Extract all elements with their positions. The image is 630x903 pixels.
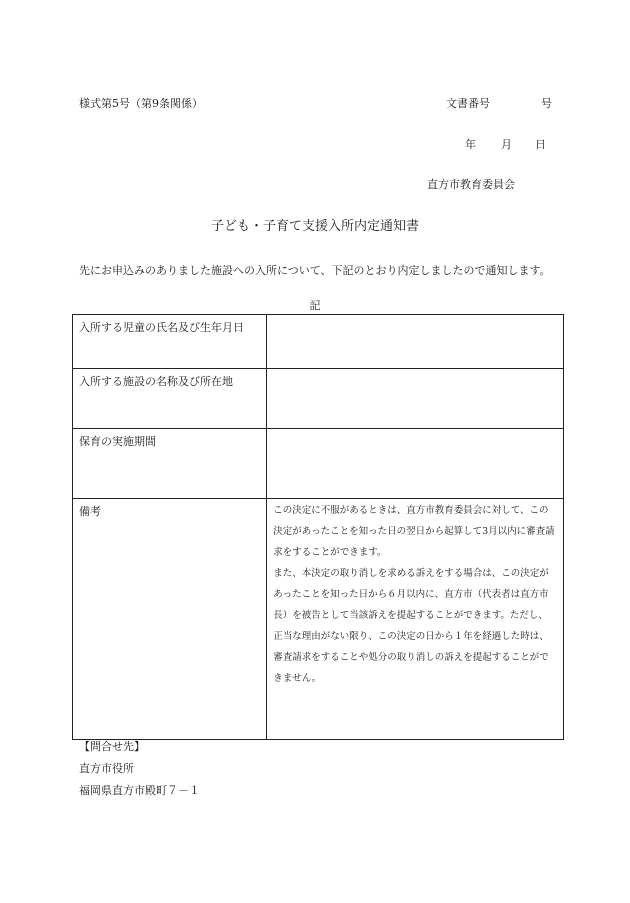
row-label-period: 保育の実施期間 [73,429,267,499]
intro-text: 先にお申込みのありました施設への入所について、下記のとおり内定しましたので通知します。 [79,264,551,277]
table-row [73,429,564,499]
date-year: 年 [465,138,476,151]
date-month: 月 [501,138,512,151]
record-table [72,314,564,740]
row-value-facility [267,369,564,429]
doc-number-suffix: 号 [541,97,552,110]
remarks-text [267,499,563,689]
row-value-period [267,429,564,499]
row-value-remarks [267,499,564,740]
contact-address: 福岡県直方市殿町７－１ [79,784,200,797]
table-row [73,499,564,740]
ki-label: 記 [309,299,321,312]
doc-number-label: 文書番号 [446,97,490,110]
row-label-facility: 入所する施設の名称及び所在地 [73,369,267,429]
table-row [73,315,564,369]
remarks-paragraph: また、本決定の取り消しを求める訴えをする場合は、この決定があったことを知った日から６月以内に、直方市（代表者は直方市長）を被告として当該訴えを提起することができます。ただし、正当な理由がない限り、この決定の日から１年を経過した時は、審査請求をすることや処分の取り消しの訴えを提起することができません。 [273,568,549,684]
table-row [73,369,564,429]
page-title: 子ども・子育て支援入所内定通知書 [210,219,419,234]
row-value-child [267,315,564,369]
row-label-child: 入所する児童の氏名及び生年月日 [73,315,267,369]
row-label-remarks: 備考 [73,499,267,740]
contact-office: 直方市役所 [79,762,134,775]
remarks-paragraph: この決定に不服があるときは、直方市教育委員会に対して、この決定があったことを知った日の翌日から起算して3月以内に審査請求をすることができます。 [273,505,555,558]
form-id: 様式第5号（第9条関係） [79,97,203,110]
issuer: 直方市教育委員会 [427,178,515,191]
contact-heading: 【問合せ先】 [79,740,145,753]
date-day: 日 [535,138,546,151]
